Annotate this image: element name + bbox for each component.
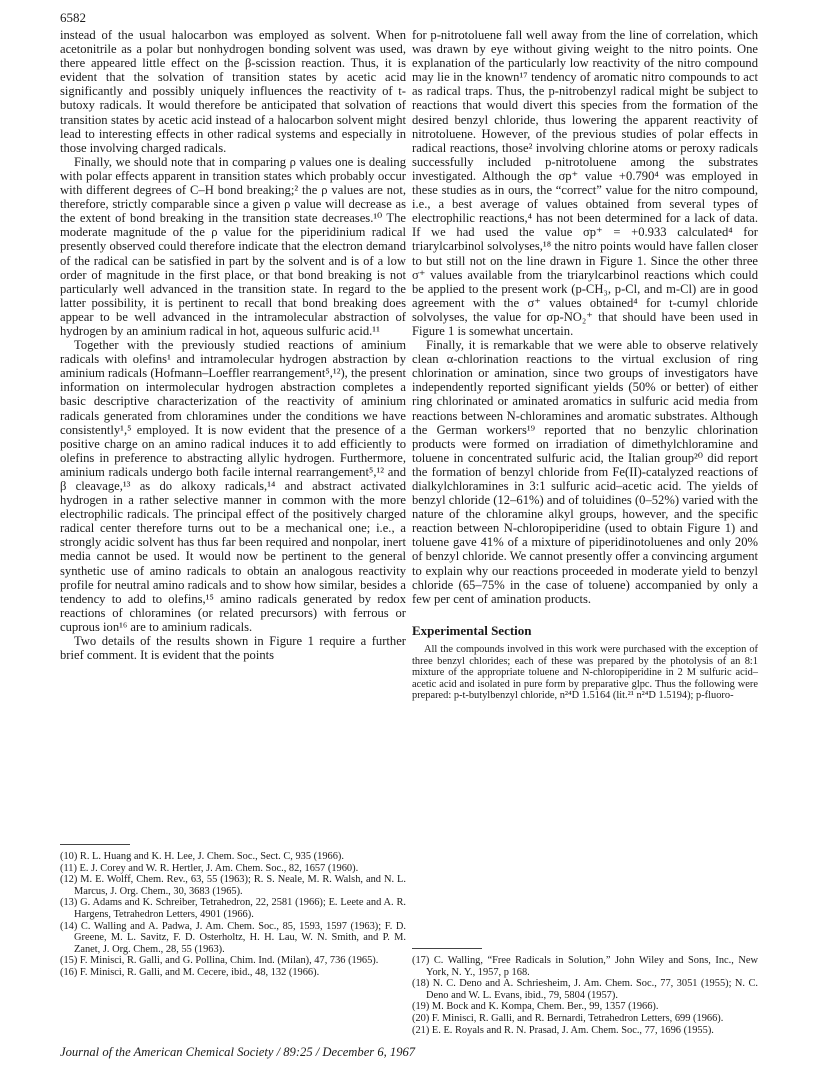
footnote: (19) M. Bock and K. Kompa, Chem. Ber., 99, 1357 (1966).: [412, 1001, 659, 1013]
right-column: [412, 28, 758, 702]
footnote: (12) M. E. Wolff, Chem. Rev., 63, 55 (1963); R. S. Neale, M. R. Walsh, and N. L. Marcus, J. Org. Chem., 30, 3683 (1965).: [60, 874, 406, 897]
page-number: 6582: [60, 10, 86, 25]
body-paragraph: instead of the usual halocarbon was employed as solvent. When acetonitrile as a polar but nonhydrogen bonding solvent was used, there appeared little effect on the β-scission reaction. Thus, it is evident that the solvation of transition states by acetic acid significantly and possibly uniquely influences the reactivity of t-butoxy radicals. It would therefore be anticipated that solvation of transition states by acetic acid instead of a halocarbon solvent might lead to interesting effects in other radical systems and especially in those involving charged radicals.: [60, 28, 406, 155]
footnotes-left: [60, 844, 406, 979]
footnote: (20) F. Minisci, R. Galli, and R. Bernardi, Tetrahedron Letters, 699 (1966).: [412, 1012, 724, 1024]
footnote: (11) E. J. Corey and W. R. Hertler, J. Am. Chem. Soc., 82, 1657 (1960).: [60, 862, 359, 874]
left-column: [60, 28, 406, 662]
body-paragraph: Finally, we should note that in comparing ρ values one is dealing with polar effects apparent in transition states which probably occur with different degrees of C–H bond breaking;² the ρ values are not, therefore, strictly comparable since a given ρ value will decrease as the extent of bond breaking in the transition state decreases.¹⁰ The moderate magnitude of the ρ value for the piperidinium radical presently observed could therefore indicate that the electron demand of the radical can be satisfied in part by the solvent and is of a low order of magnitude in the first place, or that bond breaking is not particularly well advanced in the transition state. In regard to the latter possibility, it is pertinent to recall that bond breaking does appear to be well advanced in the intramolecular abstraction of hydrogen by an aminium radical in hot, aqueous sulfuric acid.¹¹: [60, 154, 406, 338]
body-paragraph: for p-nitrotoluene fall well away from the line of correlation, which was drawn by eye without giving weight to the nitro points. One explanation of the particularly low reactivity of the nitro compound may lie in the known¹⁷ tendency of aromatic nitro compounds to act as radical traps. Thus, the p-nitrobenzyl radical might be subject to reactions that would divert this species from the formation of the desired benzyl chloride, thus lowering the apparent reactivity of nitrotoluene. However, of the previous studies of polar effects in radical reactions, those² involving chlorine atoms or peroxy radicals successfully included p-nitrotoluene among the substrates investigated. Although the σp⁺ value +0.790⁴ was employed in these studies as in ours, the “correct” value for the nitro compound, i.e., a best average of values obtained from several types of electrophilic reactions,⁴ has not been determined for a lack of data. If we had used the value σp⁺ = +0.933 calculated⁴ for triarylcarbinol solvolyses,¹⁸ the nitro points would have fallen closer to but still not on the line drawn in Figure 1. Since the other three σ⁺ values available from the triarylcarbinol reactions which could be applied to the present work (p-CH₃, p-Cl, and m-Cl) are in good agreement with the σ⁺ values obtained⁴ for t-cumyl chloride solvolyses, the value for σp-NO₂⁺ that should have been used in Figure 1 is somewhat uncertain.: [412, 28, 758, 338]
footnote: (21) E. E. Royals and R. N. Prasad, J. Am. Chem. Soc., 77, 1696 (1955).: [412, 1024, 714, 1036]
journal-footer: Journal of the American Chemical Society / 89:25 / December 6, 1967: [60, 1045, 416, 1059]
footnote-rule: [412, 948, 482, 949]
footnote: (18) N. C. Deno and A. Schriesheim, J. Am. Chem. Soc., 77, 3051 (1955); N. C. Deno and W. L. Evans, ibid., 79, 5804 (1957).: [412, 978, 758, 1001]
footnote: (13) G. Adams and K. Schreiber, Tetrahedron, 22, 2581 (1966); E. Leete and A. R. Hargens, Tetrahedron Letters, 4901 (1966).: [60, 897, 406, 920]
footnote-rule: [60, 844, 130, 845]
footnote: (10) R. L. Huang and K. H. Lee, J. Chem. Soc., Sect. C, 935 (1966).: [60, 851, 344, 862]
body-paragraph: Two details of the results shown in Figure 1 require a further brief comment. It is evident that the points: [60, 634, 406, 663]
footnote: (16) F. Minisci, R. Galli, and M. Cecere, ibid., 48, 132 (1966).: [60, 966, 320, 978]
footnotes-right: [412, 948, 758, 1036]
footnote: (17) C. Walling, “Free Radicals in Solution,” John Wiley and Sons, Inc., New York, N. Y., 1957, p 168.: [412, 955, 758, 978]
experimental-text: All the compounds involved in this work were purchased with the exception of three benzyl chlorides; each of these was prepared by the photolysis of an 8:1 mixture of the appropriate toluene and N-chloropiperidine in 2 M sulfuric acid–acetic acid and isolated in pure form by preparative glpc. Thus the following were prepared: p-t-butylbenzyl chloride, n²⁴D 1.5164 (lit.²¹ n²⁴D 1.5194); p-fluoro-: [412, 643, 758, 702]
body-paragraph: Together with the previously studied reactions of aminium radicals with olefins¹ and intramolecular hydrogen abstraction by aminium radicals (Hofmann–Loeffler rearrangement⁵,¹²), the present information on intermolecular hydrogen abstraction completes a basic descriptive characterization of the reactivity of aminium radicals generated from chloramines under the conditions we have consistently¹,⁵ employed. It is now evident that the presence of a positive charge on an amino radical induces it to add efficiently to olefins in preference to abstracting allylic hydrogen. Furthermore, aminium radicals undergo both facile internal rearrangement⁵,¹² and β cleavage,¹³ as do alkoxy radicals,¹⁴ and abstract activated hydrogen in a rather selective manner in common with the more electrophilic radicals. The principal effect of the positively charged radical center therefore turns out to be a mechanical one; i.e., a strongly acidic solvent has thus far been required and nonpolar, inert media cannot be used. It would now be pertinent to the general synthetic use of amino radicals to obtain an analogous reactivity profile for neutral amino radicals and to show how similar, besides a tendency to add to olefins,¹⁵ amino radicals generated by redox reactions of chloramines (or related precursors) with ferrous or cuprous ion¹⁶ are to aminium radicals.: [60, 338, 406, 634]
footnote: (14) C. Walling and A. Padwa, J. Am. Chem. Soc., 85, 1593, 1597 (1963); F. D. Greene, M. L. Savitz, F. D. Osterholtz, H. H. Lau, W. N. Smith, and P. M. Zanet, J. Org. Chem., 28, 55 (1963).: [60, 920, 406, 955]
section-heading: Experimental Section: [412, 622, 532, 638]
footnote: (15) F. Minisci, R. Galli, and G. Pollina, Chim. Ind. (Milan), 47, 736 (1965).: [60, 955, 379, 967]
body-paragraph: Finally, it is remarkable that we were able to observe relatively clean α-chlorination reactions to the virtual exclusion of ring chlorination or amination, since two groups of investigators have independently reported significant yields (50% or better) of either ring chlorinated or aminated aromatics in sulfuric acid media from reactions between N-chloramines and aromatic substrates. Although the German workers¹⁹ reported that no benzylic chlorination products were formed on irradiation of dimethylchloramine and toluene in concentrated sulfuric acid, the Italian group²⁰ did report the formation of benzyl chloride from Fe(II)-catalyzed reactions of dialkylchloramines in 3:1 sulfuric acid–acetic acid. The yields of benzyl chloride (12–61%) and of toluidines (0–52%) varied with the nature of the chloramine alkyl groups, however, and the specific reaction between N-chloropiperidine (used to obtain Figure 1) and toluene gave 41% of a mixture of piperidinotoluenes and only 20% of benzyl chloride. We cannot presently offer a convincing argument to explain why our reactions proceeded in moderate yield to benzyl chloride (65–75% in the case of toluene) accompanied by only a few per cent of amination products.: [412, 338, 758, 606]
